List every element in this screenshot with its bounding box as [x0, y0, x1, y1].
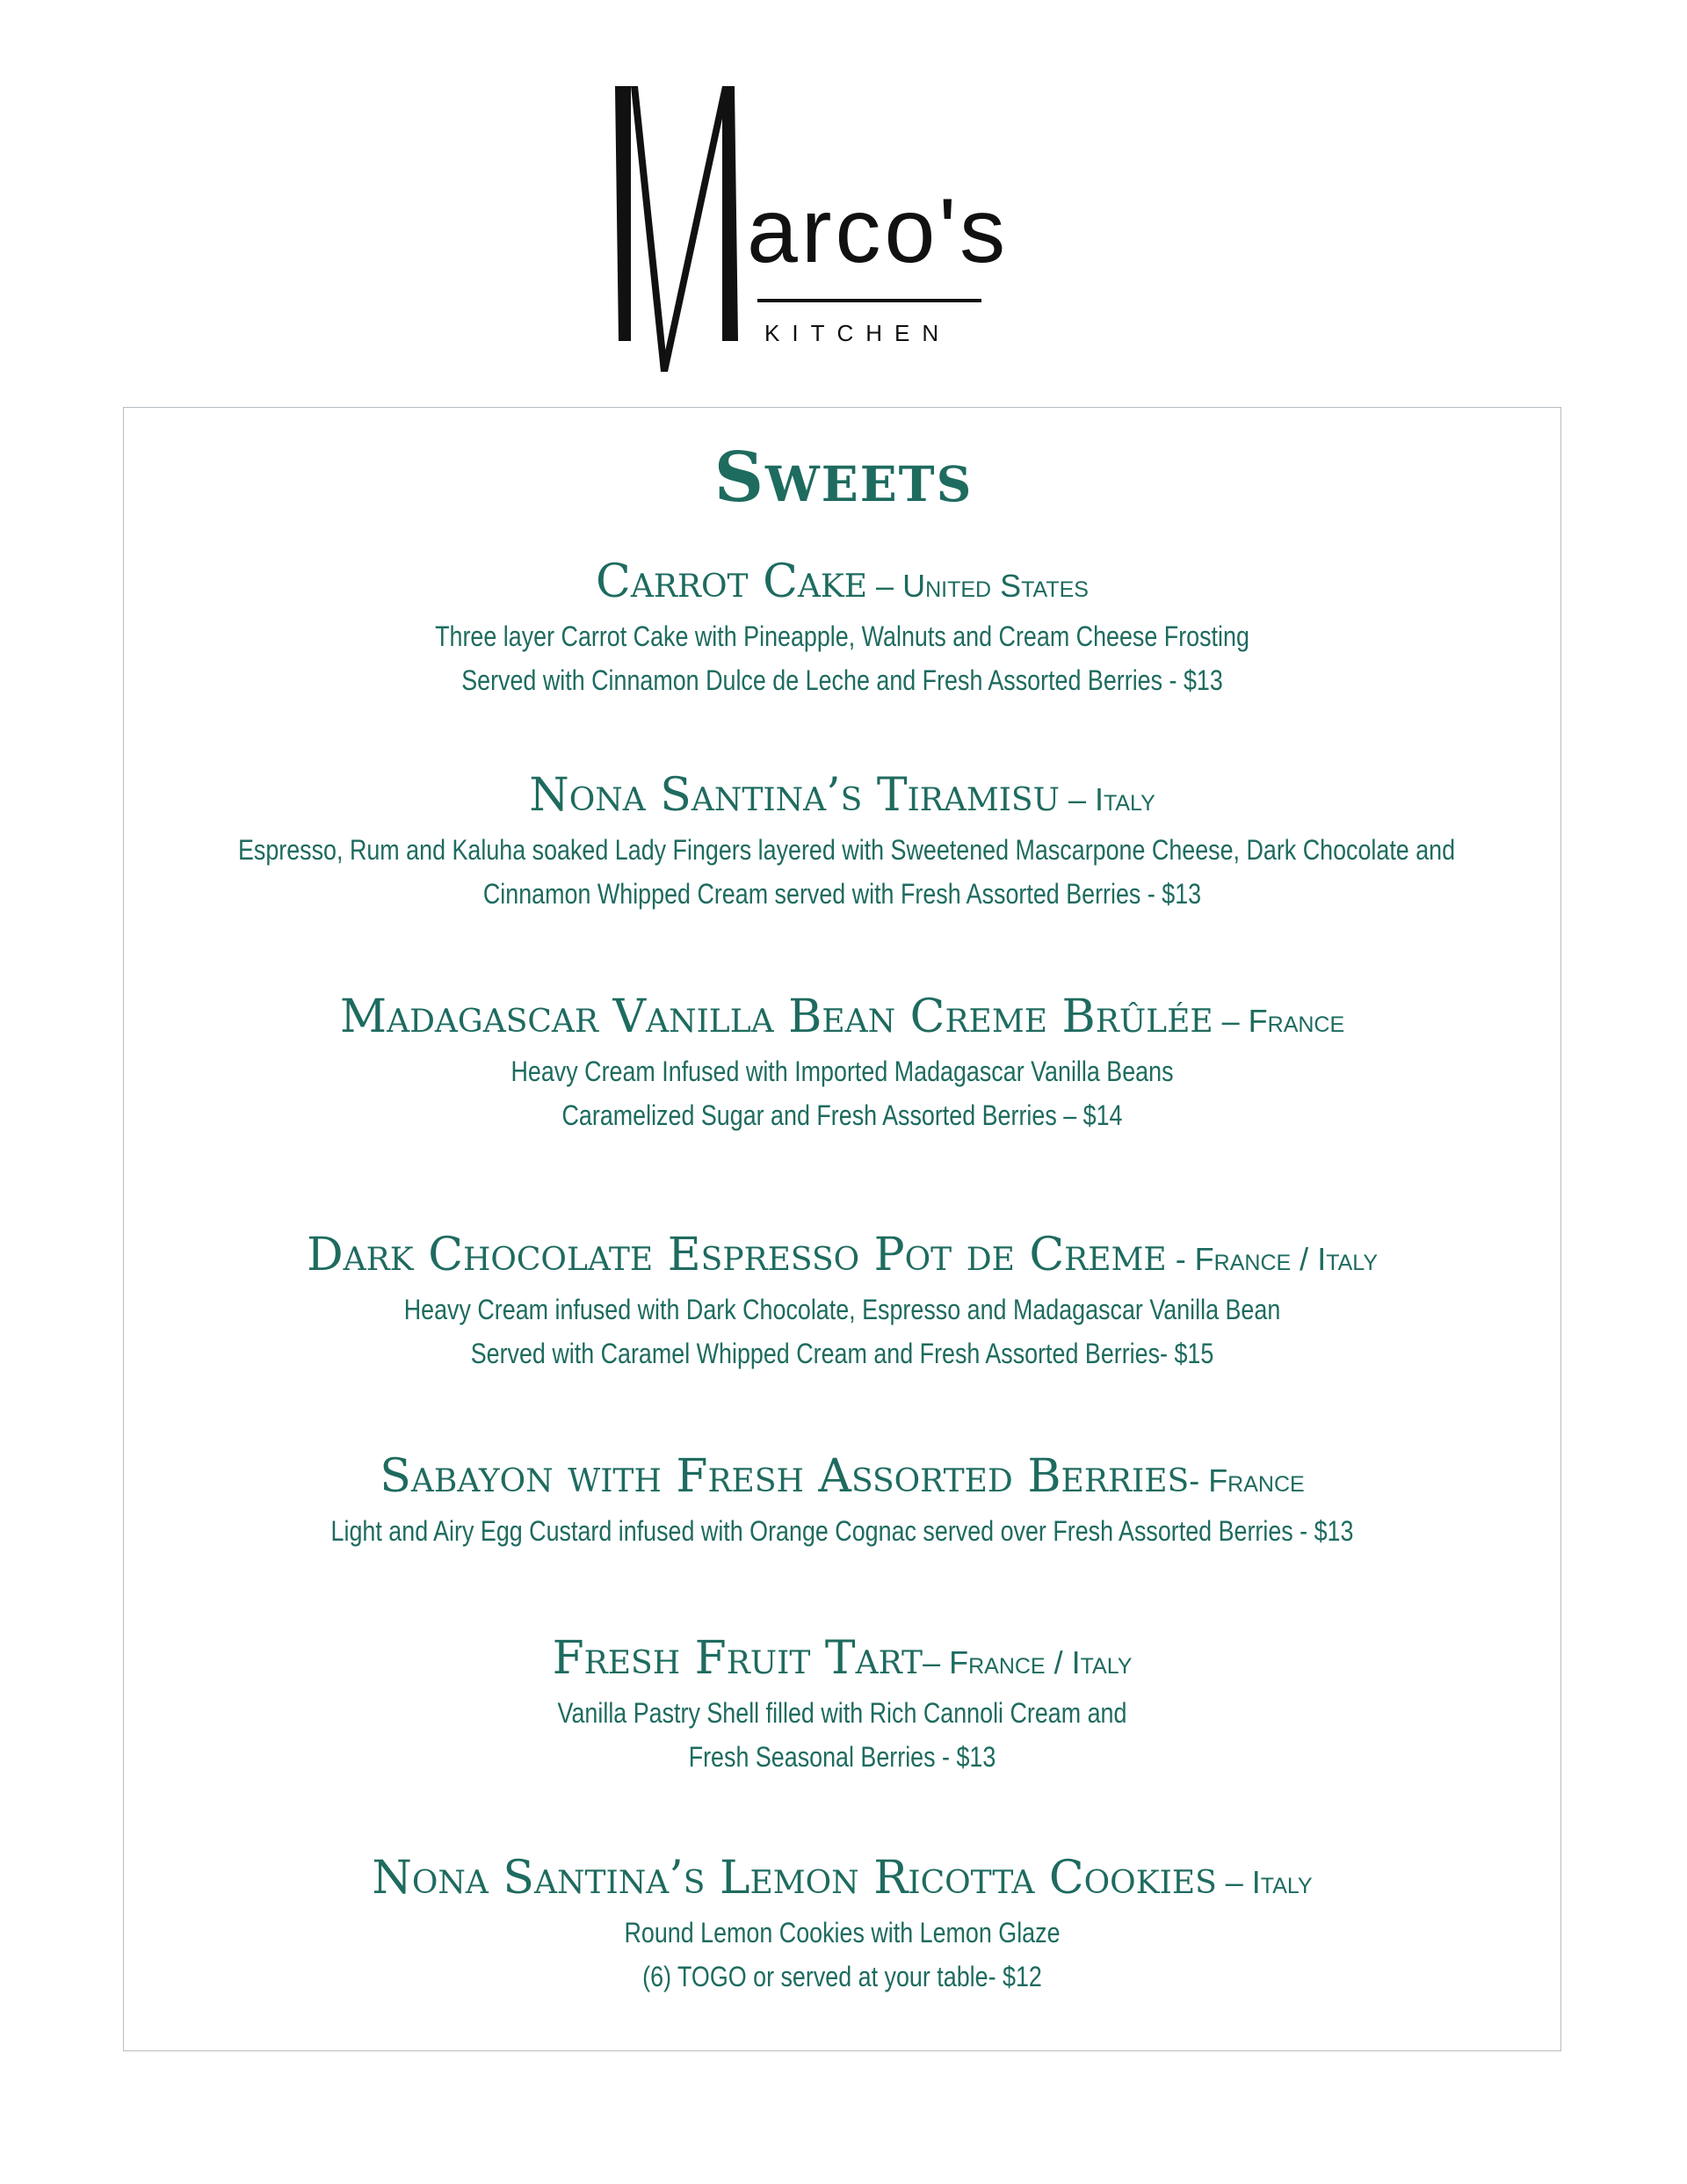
menu-item — [123, 989, 1561, 1137]
menu-item-heading — [123, 554, 1561, 614]
logo-graphic — [606, 77, 1098, 376]
menu-item-origin: – France / Italy — [923, 1644, 1133, 1680]
logo-m-right-stroke — [722, 86, 738, 341]
logo-m-left-stroke — [615, 86, 631, 341]
logo-subtitle: KITCHEN — [764, 320, 952, 346]
menu-item-description: Cinnamon Whipped Cream served with Fresh Assorted Berries - $13 — [482, 878, 1202, 910]
menu-item-description: Espresso, Rum and Kaluha soaked Lady Fingers layered with Sweetened Mascarpone Cheese, Dark Chocolate and — [237, 834, 1456, 866]
logo-m-diagonal-1 — [631, 86, 668, 372]
menu-item — [123, 767, 1561, 916]
menu-item-heading — [123, 1850, 1561, 1911]
menu-item-origin: – Italy — [1059, 781, 1155, 817]
menu-item-name: Sabayon with Fresh Assorted Berries — [380, 1450, 1190, 1503]
logo-wordmark: arco's — [747, 180, 1010, 282]
menu-item-description: Heavy Cream infused with Dark Chocolate, Espresso and Madagascar Vanilla Bean — [403, 1294, 1281, 1325]
menu-item-description: (6) TOGO or served at your table- $12 — [642, 1961, 1042, 1992]
menu-item — [123, 1227, 1561, 1375]
menu-item — [123, 1448, 1561, 1553]
menu-item-description: Fresh Seasonal Berries - $13 — [688, 1741, 996, 1773]
menu-item-description: Vanilla Pastry Shell filled with Rich Cannoli Cream and — [557, 1697, 1127, 1729]
menu-item-name: Carrot Cake — [596, 555, 868, 608]
menu-item-description: Heavy Cream Infused with Imported Madagascar Vanilla Beans — [510, 1056, 1174, 1087]
section-title: Sweets — [713, 438, 974, 518]
menu-item-description: Served with Caramel Whipped Cream and Fresh Assorted Berries- $15 — [470, 1338, 1214, 1369]
menu-item-name: Fresh Fruit Tart — [552, 1632, 923, 1685]
menu-item-heading — [123, 767, 1561, 828]
menu-item-description: Caramelized Sugar and Fresh Assorted Berries – $14 — [561, 1099, 1123, 1131]
menu-item-origin: - France — [1189, 1462, 1305, 1498]
restaurant-logo — [606, 77, 1098, 376]
menu-item-name: Nona Santina’s Tiramisu — [529, 769, 1060, 822]
menu-item-description: Served with Cinnamon Dulce de Leche and Fresh Assorted Berries - $13 — [461, 664, 1223, 696]
menu-item — [123, 1850, 1561, 1999]
menu-item — [123, 554, 1561, 702]
menu-item-name: Nona Santina’s Lemon Ricotta Cookies — [372, 1852, 1217, 1905]
logo-m-diagonal-2 — [661, 86, 729, 372]
menu-item-description: Light and Airy Egg Custard infused with Orange Cognac served over Fresh Assorted Berries - $13 — [330, 1515, 1354, 1547]
menu-item-heading — [123, 1448, 1561, 1509]
menu-item-origin: – France — [1213, 1003, 1345, 1039]
menu-item-description: Three layer Carrot Cake with Pineapple, Walnuts and Cream Cheese Frosting — [435, 620, 1249, 652]
menu-item-heading — [123, 1227, 1561, 1288]
menu-item-origin: - France / Italy — [1166, 1241, 1379, 1277]
menu-item-heading — [123, 989, 1561, 1049]
menu-item-origin: – Italy — [1216, 1864, 1313, 1900]
menu-item-heading — [123, 1630, 1561, 1691]
logo-underline — [757, 299, 981, 302]
menu-item-name: Dark Chocolate Espresso Pot de Creme — [306, 1229, 1167, 1281]
menu-item — [123, 1630, 1561, 1779]
menu-item-name: Madagascar Vanilla Bean Creme Brûlée — [339, 990, 1213, 1043]
menu-item-description: Round Lemon Cookies with Lemon Glaze — [624, 1917, 1061, 1948]
menu-item-origin: – United States — [867, 568, 1089, 604]
